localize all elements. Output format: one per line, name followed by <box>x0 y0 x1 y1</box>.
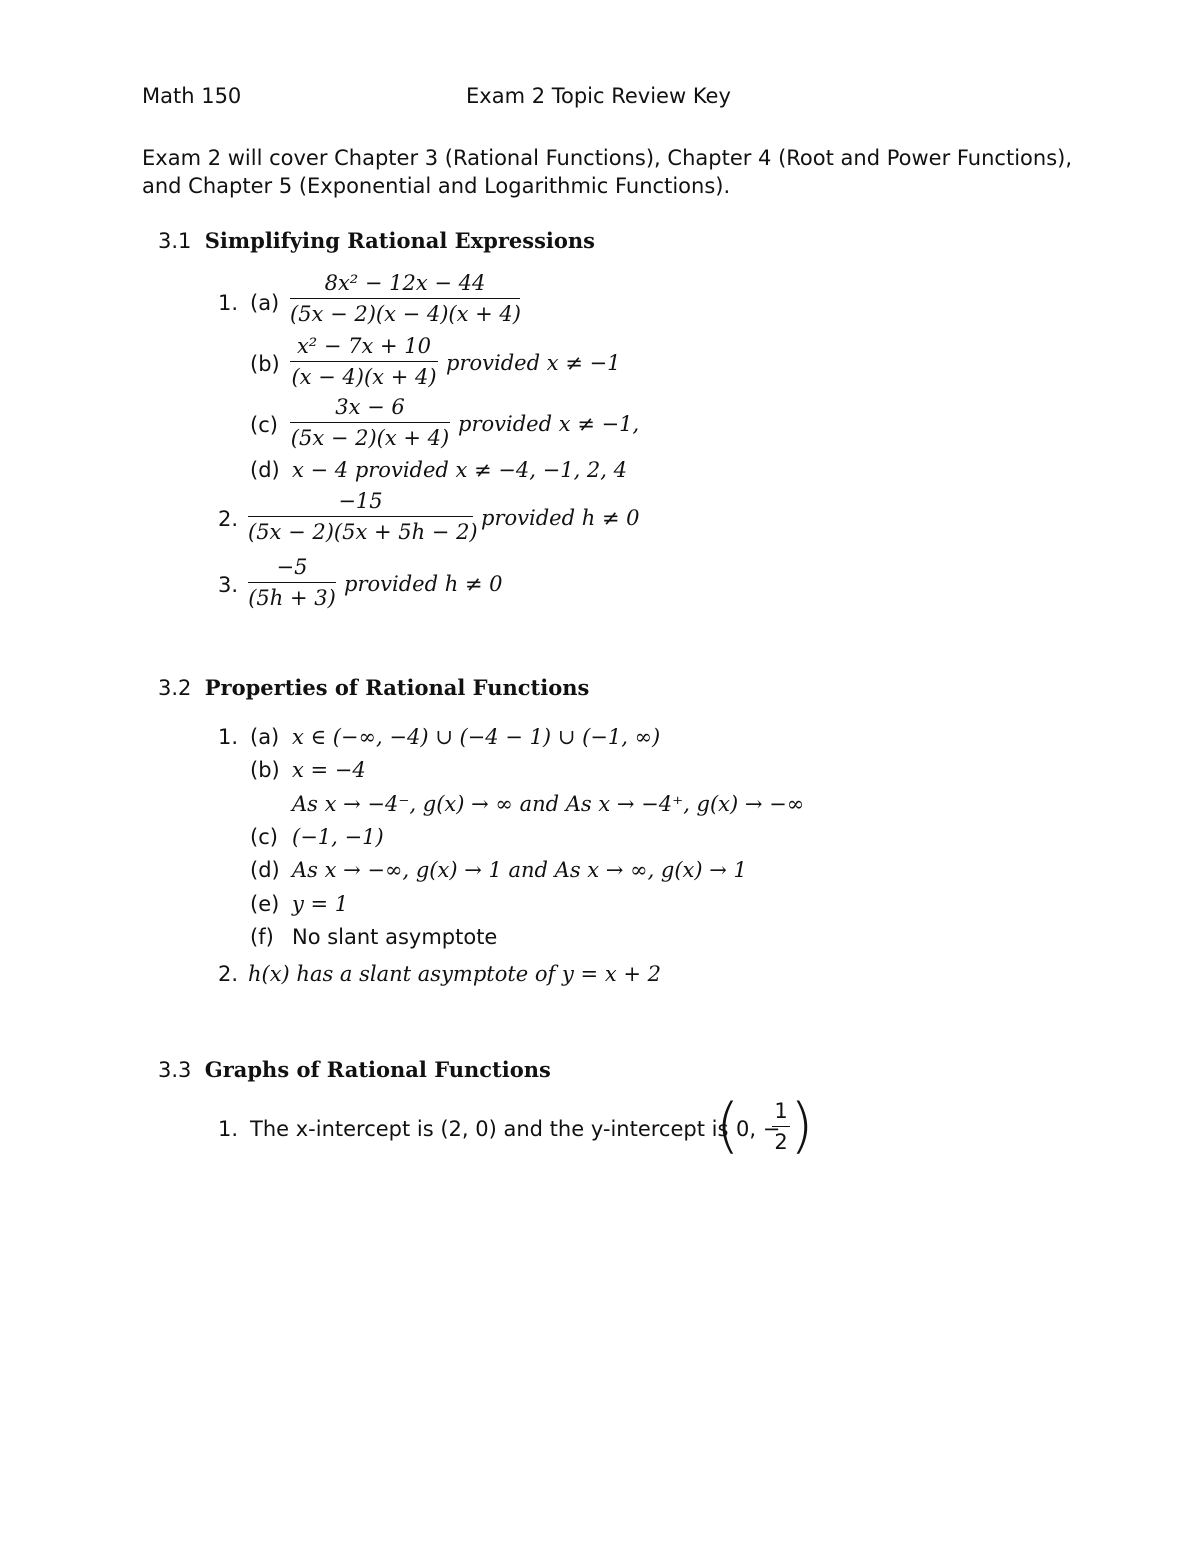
fraction-numerator: 8x² − 12x − 44 <box>324 271 486 295</box>
fraction-numerator: 3x − 6 <box>335 395 405 419</box>
section-title: Graphs of Rational Functions <box>204 1057 551 1082</box>
part-label: (d) <box>250 458 280 482</box>
fraction-denominator: (5x − 2)(5x + 5h − 2) <box>248 520 478 544</box>
fraction-denominator: (x − 4)(x + 4) <box>291 365 437 389</box>
answer-text: No slant asymptote <box>292 925 498 949</box>
left-paren: ( <box>716 1091 740 1161</box>
answer-text: x − 4 provided x ≠ −4, −1, 2, 4 <box>292 458 627 482</box>
section-number: 3.2 <box>158 676 192 700</box>
fraction-denominator: (5x − 2)(x − 4)(x + 4) <box>290 302 521 326</box>
fraction-3-1-2 <box>248 489 478 544</box>
part-label: (c) <box>250 825 278 849</box>
fraction-3-1-1a <box>290 273 520 325</box>
fraction-denominator: (5h + 3) <box>248 586 336 610</box>
intro-line-1: Exam 2 will cover Chapter 3 (Rational Functions), Chapter 4 (Root and Power Functions), <box>142 146 1073 170</box>
fraction-3-1-3 <box>248 557 336 609</box>
part-label: (b) <box>250 352 280 376</box>
section-title: Properties of Rational Functions <box>204 675 590 700</box>
part-label: (e) <box>250 892 280 916</box>
answer-text: x = −4 <box>292 758 366 782</box>
fraction-3-3-1 <box>772 1101 790 1153</box>
condition-text: provided x ≠ −1, <box>458 412 640 436</box>
section-number: 3.3 <box>158 1058 192 1082</box>
section-3-1-heading <box>158 230 595 252</box>
condition-text: provided h ≠ 0 <box>481 506 640 530</box>
intro-line-2: and Chapter 5 (Exponential and Logarithmic Functions). <box>142 174 731 198</box>
part-label: (a) <box>250 291 280 315</box>
section-number: 3.1 <box>158 229 192 253</box>
section-3-3-heading <box>158 1059 551 1081</box>
right-paren: ) <box>790 1091 814 1161</box>
answer-text: x ∈ (−∞, −4) ∪ (−4 − 1) ∪ (−1, ∞) <box>292 725 661 749</box>
fraction-numerator: 1 <box>774 1099 788 1123</box>
fraction-3-1-1b <box>290 336 438 388</box>
part-label: (d) <box>250 858 280 882</box>
answer-text: (−1, −1) <box>292 825 384 849</box>
answer-text: As x → −4⁻, g(x) → ∞ and As x → −4⁺, g(x) → −∞ <box>292 792 805 816</box>
problem-number: 2. <box>218 507 239 531</box>
condition-text: provided h ≠ 0 <box>344 572 503 596</box>
fraction-numerator: −15 <box>338 489 383 513</box>
problem-number: 1. <box>218 725 239 749</box>
answer-text: y = 1 <box>292 892 349 916</box>
problem-number: 3. <box>218 573 239 597</box>
part-label: (a) <box>250 725 280 749</box>
fraction-numerator: x² − 7x + 10 <box>296 334 432 358</box>
answer-text: h(x) has a slant asymptote of y = x + 2 <box>248 962 661 986</box>
answer-text: The x-intercept is (2, 0) and the y-intercept is <box>250 1117 729 1141</box>
fraction-3-1-1c <box>290 397 450 449</box>
fraction-denominator: (5x − 2)(x + 4) <box>290 426 450 450</box>
answer-text: As x → −∞, g(x) → 1 and As x → ∞, g(x) → 1 <box>292 858 747 882</box>
document-title: Exam 2 Topic Review Key <box>466 84 731 108</box>
part-label: (f) <box>250 925 274 949</box>
fraction-denominator: 2 <box>774 1130 788 1154</box>
part-label: (b) <box>250 758 280 782</box>
problem-number: 1. <box>218 1117 239 1141</box>
point-prefix: 0, − <box>736 1117 781 1141</box>
section-title: Simplifying Rational Expressions <box>204 228 595 253</box>
course-name: Math 150 <box>142 84 242 108</box>
problem-number: 2. <box>218 962 239 986</box>
fraction-numerator: −5 <box>276 555 308 579</box>
part-label: (c) <box>250 413 278 437</box>
condition-text: provided x ≠ −1 <box>446 351 621 375</box>
problem-number: 1. <box>218 291 239 315</box>
section-3-2-heading <box>158 677 589 699</box>
